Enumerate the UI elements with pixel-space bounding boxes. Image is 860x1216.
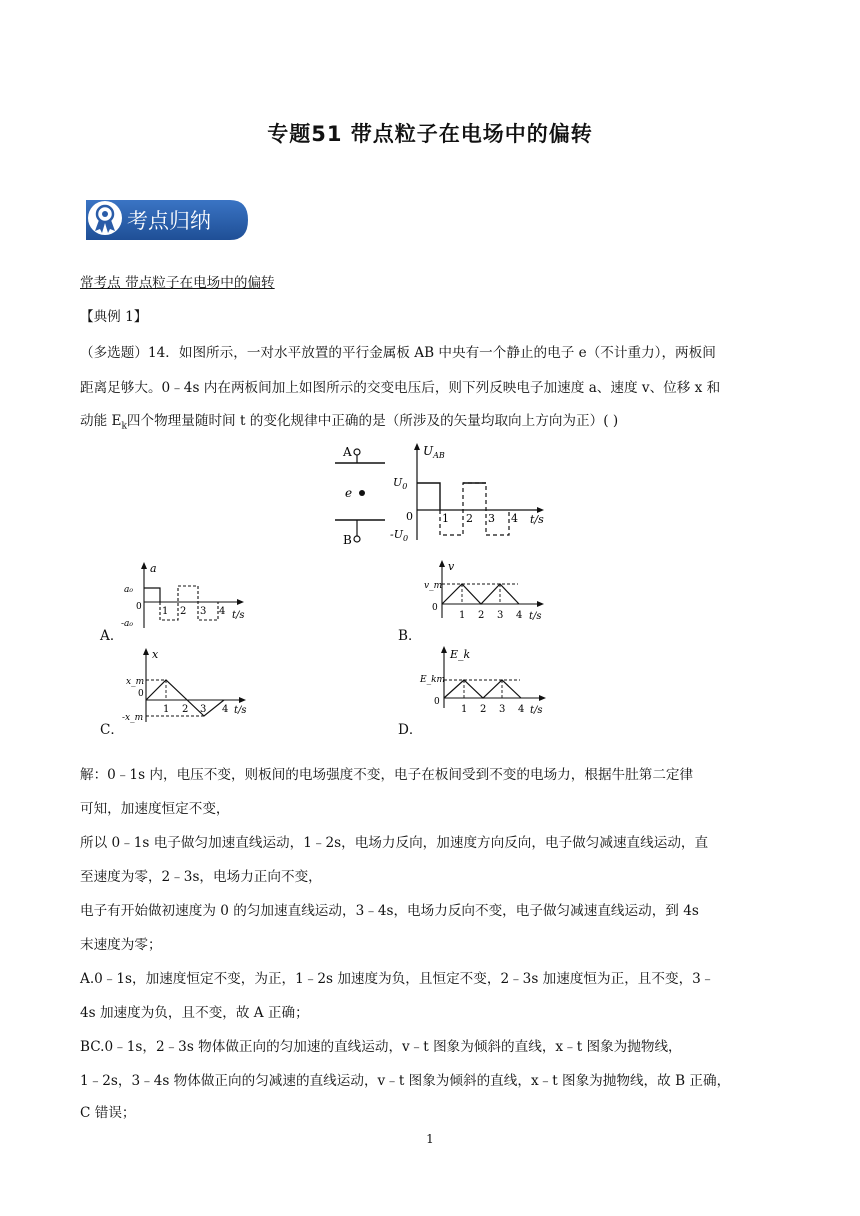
section-heading: 常考点 带点粒子在电场中的偏转 [80, 275, 275, 291]
plate-b-label: B [343, 533, 352, 547]
particle-label: e [345, 486, 353, 500]
option-a-label: A． [100, 628, 124, 644]
x-axis-label: t/s [234, 705, 247, 716]
example-label: 【典例 1】 [80, 309, 148, 325]
tick-label: 1 [163, 704, 170, 715]
peak-label: E_km [420, 675, 446, 685]
pos-label: x_m [126, 677, 145, 687]
solution-line: 末速度为零； [80, 937, 162, 953]
y-axis-label: a [150, 562, 157, 575]
tick-label: 2 [478, 610, 485, 621]
solution-line: 所以 0﹣1s 电子做匀加速直线运动，1﹣2s，电场力反向，加速度方向反向，电子做匀减速直线运动，直 [80, 835, 709, 851]
neg-u0-label: $-U_0$ [390, 528, 409, 543]
u0-label: $U_0$ [393, 476, 408, 491]
solution-line: 至速度为零，2﹣3s，电场力正向不变， [80, 869, 322, 885]
option-b-label: B． [398, 628, 422, 644]
tick-label: 1 [162, 606, 169, 617]
tick-label: 3 [200, 606, 207, 617]
neg-label: -a₀ [121, 619, 134, 629]
tick-label: 4 [511, 512, 518, 525]
tick-label: 3 [497, 610, 504, 621]
capacitor-diagram [335, 445, 385, 547]
option-d-label: D． [398, 722, 423, 738]
page-number: 1 [426, 1132, 434, 1146]
origin-label: 0 [432, 603, 438, 613]
solution-line: A.0﹣1s，加速度恒定不变，为正，1﹣2s 加速度为负，且恒定不变，2﹣3s 加速度恒为正，且不变，3﹣ [80, 971, 715, 987]
option-d-graph [418, 644, 558, 724]
origin-label: 0 [136, 602, 142, 612]
plate-a-label: A [343, 445, 352, 459]
option-c-graph [118, 646, 258, 728]
solution-line: 电子有开始做初速度为 0 的匀加速直线运动，3﹣4s，电场力反向不变，电子做匀减速直线运动，到 4s [80, 903, 699, 919]
banner-text: 考点归纳 [127, 209, 211, 233]
origin-label: 0 [406, 510, 413, 523]
x-axis-label: t/s [530, 513, 544, 526]
option-c-label: C． [100, 722, 124, 738]
y-axis-label: $U_{AB}$ [423, 444, 445, 460]
peak-label: v_m [424, 581, 443, 591]
pos-label: a₀ [124, 585, 133, 595]
y-axis-label: E_k [450, 648, 471, 661]
solution-line: 4s 加速度为负，且不变，故 A 正确； [80, 1005, 309, 1021]
solution-line: C 错误； [80, 1105, 136, 1121]
origin-label: 0 [138, 689, 144, 699]
option-a-graph [120, 560, 260, 636]
main-figure [330, 440, 560, 552]
tick-label: 4 [518, 704, 525, 715]
origin-label: 0 [434, 697, 440, 707]
award-ribbon-icon [88, 201, 122, 235]
tick-label: 3 [488, 512, 495, 525]
tick-label: 4 [516, 610, 523, 621]
page-title: 专题51 带点粒子在电场中的偏转 [267, 122, 593, 146]
tick-label: 2 [466, 512, 473, 525]
tick-label: 4 [222, 704, 229, 715]
tick-label: 1 [442, 512, 449, 525]
solution-line: 1﹣2s，3﹣4s 物体做正向的匀减速的直线运动，v﹣t 图象为倾斜的直线，x﹣t 图象为抛物线，故 B 正确， [80, 1073, 731, 1089]
tick-label: 1 [461, 704, 468, 715]
y-axis-label: v [448, 560, 455, 573]
tick-label: 1 [459, 610, 466, 621]
question-line-3: 动能 $E_k$四个物理量随时间 t 的变化规律中正确的是（所涉及的矢量均取向上方向为正）( ) [80, 413, 619, 432]
voltage-graph [390, 443, 544, 543]
neg-label: -x_m [122, 713, 144, 723]
tick-label: 2 [180, 606, 187, 617]
solution-line: BC.0﹣1s，2﹣3s 物体做正向的匀加速的直线运动，v﹣t 图象为倾斜的直线，x﹣t 图象为抛物线， [80, 1039, 682, 1055]
x-axis-label: t/s [529, 611, 542, 622]
electron-dot [359, 490, 365, 496]
tick-label: 3 [499, 704, 506, 715]
solution-line: 可知，加速度恒定不变， [80, 801, 230, 817]
question-line-1: （多选题）14．如图所示，一对水平放置的平行金属板 AB 中央有一个静止的电子 e（不计重力），两板间 [80, 345, 716, 361]
question-line-2: 距离足够大。0﹣4s 内在两板间加上如图所示的交变电压后，则下列反映电子加速度 a、速度 v、位移 x 和 [80, 380, 721, 396]
x-axis-label: t/s [530, 705, 543, 716]
tick-label: 2 [182, 704, 189, 715]
tick-label: 2 [480, 704, 487, 715]
tick-label: 3 [200, 704, 207, 715]
solution-line: 解：0﹣1s 内，电压不变，则板间的电场强度不变，电子在板间受到不变的电场力，根据牛肚第二定律 [80, 767, 694, 783]
option-b-graph [420, 558, 560, 634]
tick-label: 4 [219, 606, 226, 617]
y-axis-label: x [152, 648, 159, 661]
x-axis-label: t/s [232, 610, 245, 621]
section-banner [80, 196, 250, 244]
